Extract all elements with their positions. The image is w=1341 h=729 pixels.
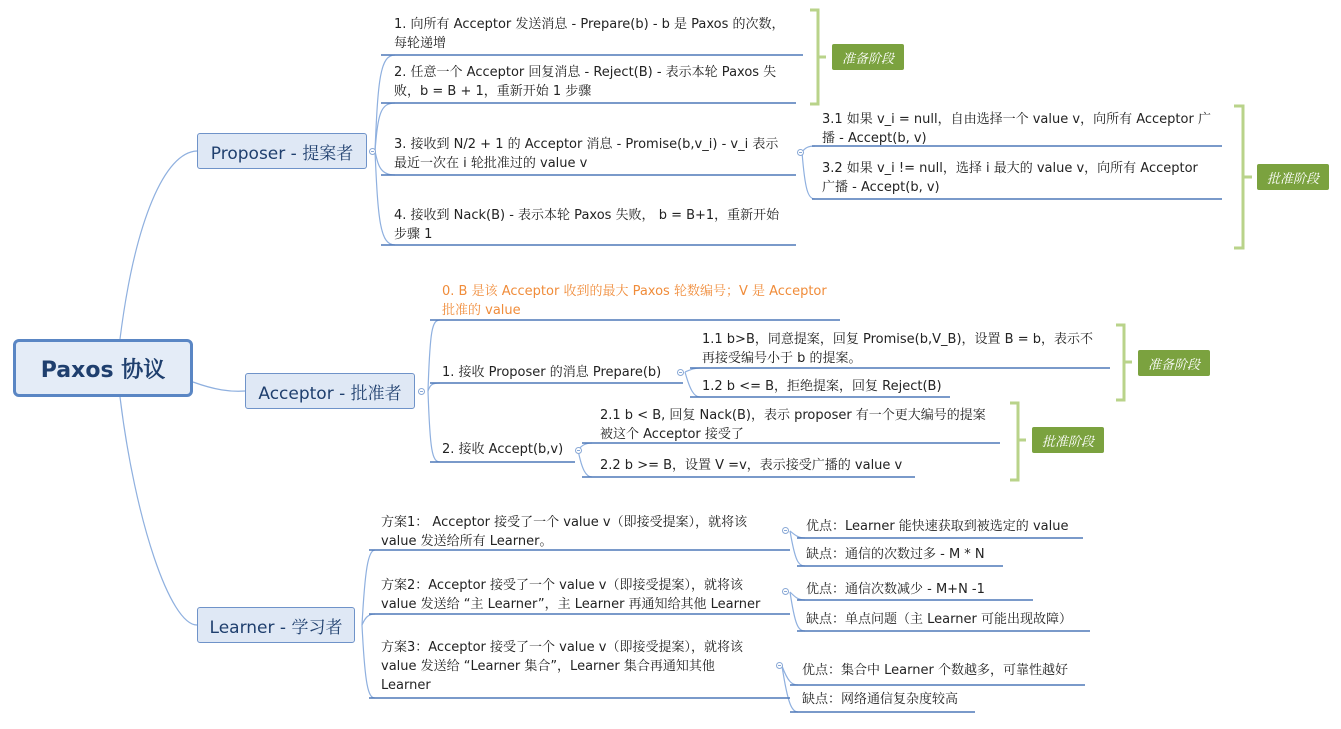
collapse-toggle-step3[interactable] — [797, 149, 804, 156]
acceptor-step2-1[interactable]: 2.1 b < B, 回复 Nack(B)，表示 proposer 有一个更大编号的提案 被这个 Acceptor 接受了 — [600, 408, 986, 442]
link-acceptor-note — [428, 320, 440, 391]
learner-plan1-con[interactable]: 缺点：通信的次数过多 - M * N — [806, 547, 985, 562]
acceptor-note[interactable]: 0. B 是该 Acceptor 收到的最大 Paxos 轮数编号；V 是 Acceptor 批准的 value — [442, 284, 827, 318]
proposer-step2[interactable]: 2. 任意一个 Acceptor 回复消息 - Reject(B) - 表示本轮 Paxos 失 败，b = B + 1，重新开始 1 步骤 — [394, 65, 777, 99]
learner-plan3[interactable]: 方案3：Acceptor 接受了一个 value v（即接受提案），就将该 value 发送给 “Learner 集合”，Learner 集合再通知其他 Learner — [381, 640, 743, 693]
link-p2-pro — [790, 592, 805, 600]
link-acceptor-step2 — [428, 391, 440, 462]
collapse-toggle-acceptor[interactable] — [418, 388, 425, 395]
tag-acceptor-prepare: 准备阶段 — [1138, 350, 1210, 376]
proposer-step3-1[interactable]: 3.1 如果 v_i = null，自由选择一个 value v，向所有 Acceptor 广 播 - Accept(b, v) — [822, 112, 1211, 146]
acceptor-step1[interactable]: 1. 接收 Proposer 的消息 Prepare(b) — [442, 365, 662, 380]
acceptor-step1-2[interactable]: 1.2 b <= B，拒绝提案，回复 Reject(B) — [702, 379, 942, 394]
link-root-learner — [120, 397, 197, 625]
learner-plan3-con[interactable]: 缺点：网络通信复杂度较高 — [802, 692, 959, 707]
acceptor-step1-1[interactable]: 1.1 b>B，同意提案，回复 Promise(b,V_B)，设置 B = b，表示不 再接受编号小于 b 的提案。 — [702, 332, 1093, 366]
link-proposer-step4 — [375, 151, 395, 245]
acceptor-step2-2[interactable]: 2.2 b >= B，设置 V =v，表示接受广播的 value v — [600, 458, 903, 473]
tag-proposer-prepare: 准备阶段 — [832, 44, 904, 70]
topic-learner[interactable]: Learner - 学习者 — [197, 607, 355, 643]
proposer-step3-2[interactable]: 3.2 如果 v_i != null，选择 i 最大的 value v，向所有 Acceptor 广播 - Accept(b, v) — [822, 161, 1198, 195]
topic-acceptor[interactable]: Acceptor - 批准者 — [245, 373, 415, 409]
link-a1-12 — [685, 372, 700, 397]
link-root-proposer — [120, 151, 197, 339]
learner-plan2-pro[interactable]: 优点：通信次数减少 - M+N -1 — [806, 582, 985, 597]
topic-proposer[interactable]: Proposer - 提案者 — [197, 133, 367, 169]
learner-plan2[interactable]: 方案2：Acceptor 接受了一个 value v（即接受提案），就将该 value 发送给 “主 Learner”，主 Learner 再通知给其他 Learner — [381, 578, 761, 612]
link-p1-pro — [790, 531, 805, 538]
learner-plan1[interactable]: 方案1： Acceptor 接受了一个 value v（即接受提案），就将该 value 发送给所有 Learner。 — [381, 515, 748, 549]
root-topic[interactable]: Paxos 协议 — [13, 339, 193, 397]
link-root-acceptor — [193, 382, 245, 391]
link-step3-32 — [802, 152, 815, 199]
collapse-toggle-proposer[interactable] — [369, 148, 376, 155]
bracket-proposer-prepare — [810, 10, 826, 104]
tag-acceptor-accept: 批准阶段 — [1032, 427, 1104, 453]
tag-proposer-accept: 批准阶段 — [1257, 164, 1329, 190]
link-proposer-step2 — [375, 103, 395, 151]
link-learner-plan2 — [362, 614, 375, 625]
proposer-step3[interactable]: 3. 接收到 N/2 + 1 的 Acceptor 消息 - Promise(b,v_i) - v_i 表示 最近一次在 i 轮批准过的 value v — [394, 137, 779, 171]
acceptor-step2[interactable]: 2. 接收 Accept(b,v) — [442, 442, 564, 457]
bracket-acceptor-prepare — [1116, 325, 1132, 400]
learner-plan2-con[interactable]: 缺点：单点问题（主 Learner 可能出现故障） — [806, 612, 1072, 627]
learner-plan1-pro[interactable]: 优点：Learner 能快速获取到被选定的 value — [806, 519, 1069, 534]
link-learner-plan3 — [362, 625, 375, 698]
proposer-step1[interactable]: 1. 向所有 Acceptor 发送消息 - Prepare(b) - b 是 Paxos 的次数， 每轮递增 — [394, 17, 785, 51]
proposer-step4[interactable]: 4. 接收到 Nack(B) - 表示本轮 Paxos 失败， b = B+1，重新开始 步骤 1 — [394, 208, 780, 242]
link-acceptor-step1 — [428, 383, 440, 391]
learner-plan3-pro[interactable]: 优点：集合中 Learner 个数越多，可靠性越好 — [802, 663, 1068, 678]
bracket-proposer-accept — [1234, 106, 1252, 248]
bracket-acceptor-accept — [1010, 403, 1026, 480]
link-proposer-step3 — [375, 151, 395, 175]
